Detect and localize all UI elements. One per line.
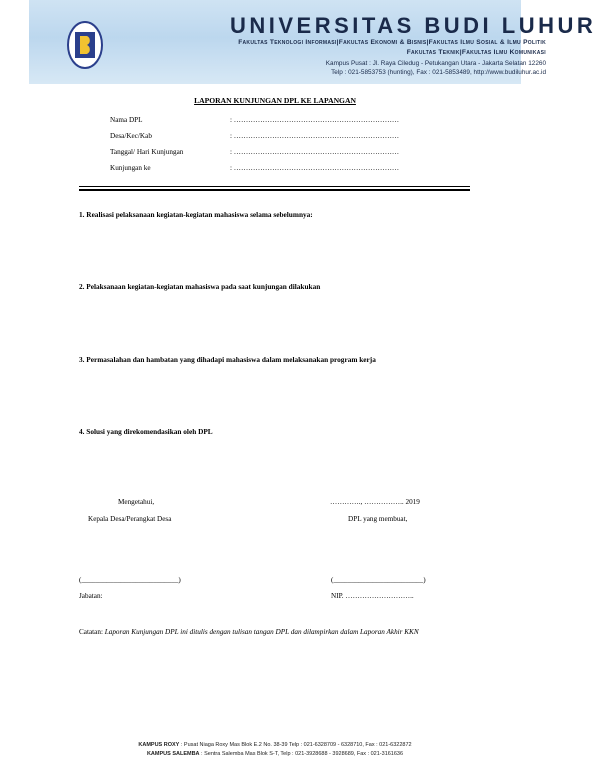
sig-left-role: Kepala Desa/Perangkat Desa <box>88 515 172 523</box>
section-3-heading: 3. Permasalahan dan hambatan yang dihadapi mahasiswa dalam melaksanakan program kerja <box>79 355 376 364</box>
university-logo-icon <box>66 20 104 70</box>
info-label: Kunjungan ke <box>110 164 151 172</box>
document-title: LAPORAN KUNJUNGAN DPL KE LAPANGAN <box>194 96 356 105</box>
sig-right-name-line: (_________________________) <box>331 576 426 584</box>
faculties-line-2: Fakultas Teknik|Fakultas Ilmu Komunikasi <box>406 49 546 56</box>
section-1-heading: 1. Realisasi pelaksanaan kegiatan-kegiatan mahasiswa selama sebelumnya: <box>79 210 313 219</box>
footer-salemba-address: : Sentra Salemba Mas Blok S-T, Telp : 021-3928688 - 3928689, Fax : 021-3161636 <box>199 751 404 757</box>
info-dots: : …………………………………………………………… <box>230 164 400 172</box>
info-label: Desa/Kec/Kab <box>110 132 152 140</box>
footer-campus-salemba: KAMPUS SALEMBA <box>146 751 200 757</box>
footer-line-2 <box>0 751 550 757</box>
address-line-1: Kampus Pusat : Jl. Raya Ciledug - Petukangan Utara - Jakarta Selatan 12260 <box>325 60 546 67</box>
info-dots: : …………………………………………………………… <box>230 132 400 140</box>
sig-left-heading: Mengetahui, <box>118 498 155 506</box>
note <box>79 624 479 641</box>
footer-roxy-address: : Pusat Niaga Roxy Mas Blok E.2 No. 38-39 Telp : 021-6328709 - 6328710, Fax : 021-6322872 <box>179 742 412 748</box>
faculties-line-1: Fakultas Teknologi Informasi|Fakultas Ekonomi & Bisnis|Fakultas Ilmu Sosial & Ilmu Politik <box>238 39 546 46</box>
info-dots: : …………………………………………………………… <box>230 148 400 156</box>
sig-right-role: DPL yang membuat, <box>348 515 408 523</box>
section-2-heading: 2. Pelaksanaan kegiatan-kegiatan mahasiswa pada saat kunjungan dilakukan <box>79 282 321 291</box>
info-row-kunjungan <box>110 164 399 172</box>
note-text: Laporan Kunjungan DPL ini ditulis dengan tulisan tangan DPL dan dilampirkan dalam Laporan Akhir KKN <box>104 628 419 636</box>
footer-campus-roxy: KAMPUS ROXY <box>138 742 180 748</box>
info-label: Nama DPL <box>110 116 143 124</box>
address-line-2: Telp : 021-5853753 (hunting), Fax : 021-5853489, http://www.budiluhur.ac.id <box>331 69 546 76</box>
divider-line <box>79 186 470 187</box>
sig-right-nip: NIP. ……………………….. <box>331 592 414 600</box>
divider-line-thick <box>79 189 470 191</box>
info-row-nama-dpl <box>110 116 399 124</box>
university-name: UNIVERSITAS BUDI LUHUR <box>230 13 596 38</box>
info-row-tanggal <box>110 148 399 156</box>
note-prefix: Catatan: <box>79 628 105 636</box>
footer-line-1 <box>0 742 550 748</box>
info-label: Tanggal/ Hari Kunjungan <box>110 148 184 156</box>
sig-right-date: …………., …………….. 2019 <box>330 498 420 506</box>
info-dots: : …………………………………………………………… <box>230 116 400 124</box>
letterhead-banner <box>29 0 596 84</box>
section-4-heading: 4. Solusi yang direkomendasikan oleh DPL <box>79 427 213 436</box>
sig-left-name-line: (___________________________) <box>79 576 181 584</box>
info-row-desa <box>110 132 399 140</box>
sig-left-position: Jabatan: <box>79 592 103 600</box>
